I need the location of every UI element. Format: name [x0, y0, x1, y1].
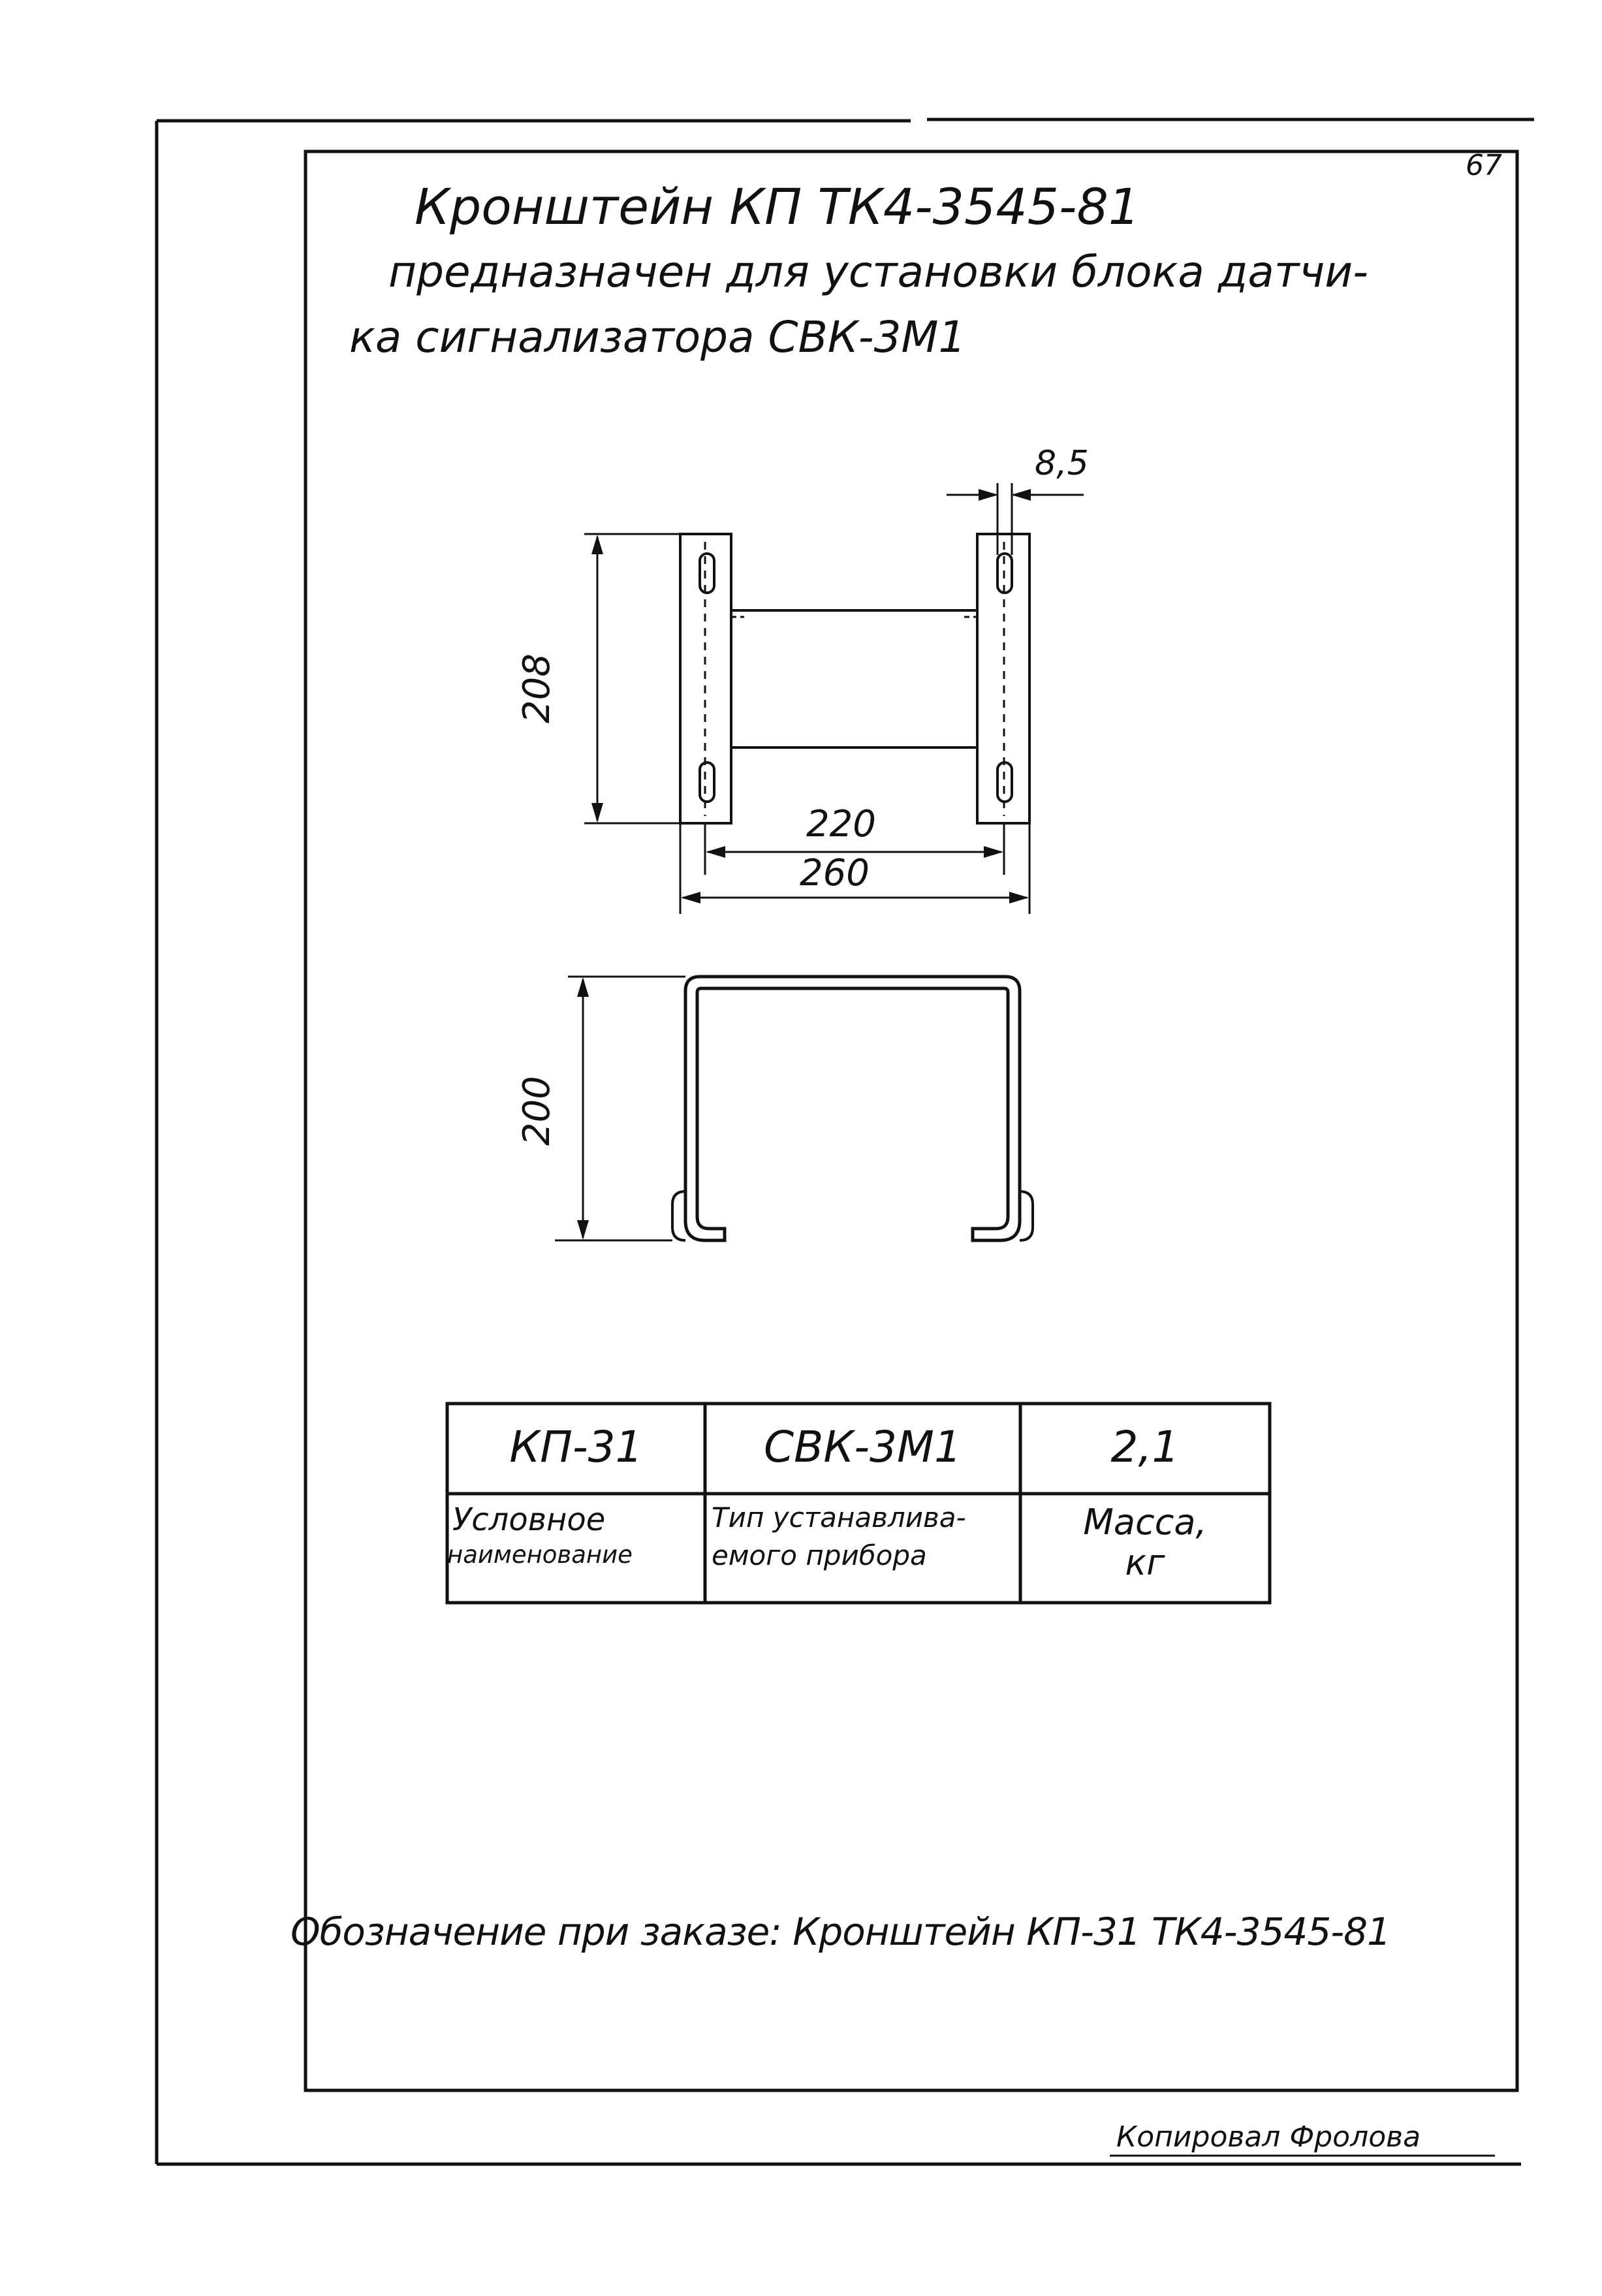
- dimension-label-260: 260: [800, 852, 870, 894]
- page-title: Кронштейн КП ТК4-3545-81: [415, 178, 1140, 236]
- spec-table: [447, 1404, 1270, 1603]
- dimension-label-8-5: 8,5: [1035, 444, 1089, 483]
- table-header-device-type-2: емого прибора: [712, 1539, 927, 1571]
- table-value-mass: 2,1: [1110, 1422, 1180, 1472]
- table-header-mass-2: кг: [1125, 1542, 1165, 1583]
- bracket-side-view: [672, 977, 1033, 1240]
- dimension-label-220: 220: [806, 803, 876, 845]
- order-designation: Обозначение при заказе: Кронштейн КП-31 ТК4-3545-81: [291, 1910, 1390, 1954]
- table-value-device-type: СВК-3М1: [764, 1422, 962, 1472]
- description-line-2: ка сигнализатора СВК-3М1: [349, 312, 966, 362]
- table-header-designation-1: Условное: [452, 1502, 606, 1538]
- inner-frame: [306, 151, 1517, 2090]
- dimension-8-5: [947, 483, 1084, 555]
- table-header-device-type-1: Тип устанавлива-: [712, 1502, 966, 1533]
- page-number: 67: [1466, 149, 1502, 182]
- dimension-label-200: 200: [516, 1076, 558, 1146]
- bracket-front-view: [680, 534, 1029, 823]
- dimension-label-208: 208: [516, 653, 558, 723]
- table-value-designation: КП-31: [509, 1422, 643, 1472]
- dimension-208: [584, 534, 680, 823]
- copied-by: Копировал Фролова: [1116, 2120, 1421, 2154]
- description-line-1: предназначен для установки блока датчи-: [388, 247, 1368, 297]
- table-header-mass-1: Масса,: [1083, 1502, 1207, 1543]
- sheet-frame: [157, 119, 1534, 2164]
- dimension-200: [555, 977, 685, 1240]
- table-header-designation-2: наименование: [447, 1541, 633, 1569]
